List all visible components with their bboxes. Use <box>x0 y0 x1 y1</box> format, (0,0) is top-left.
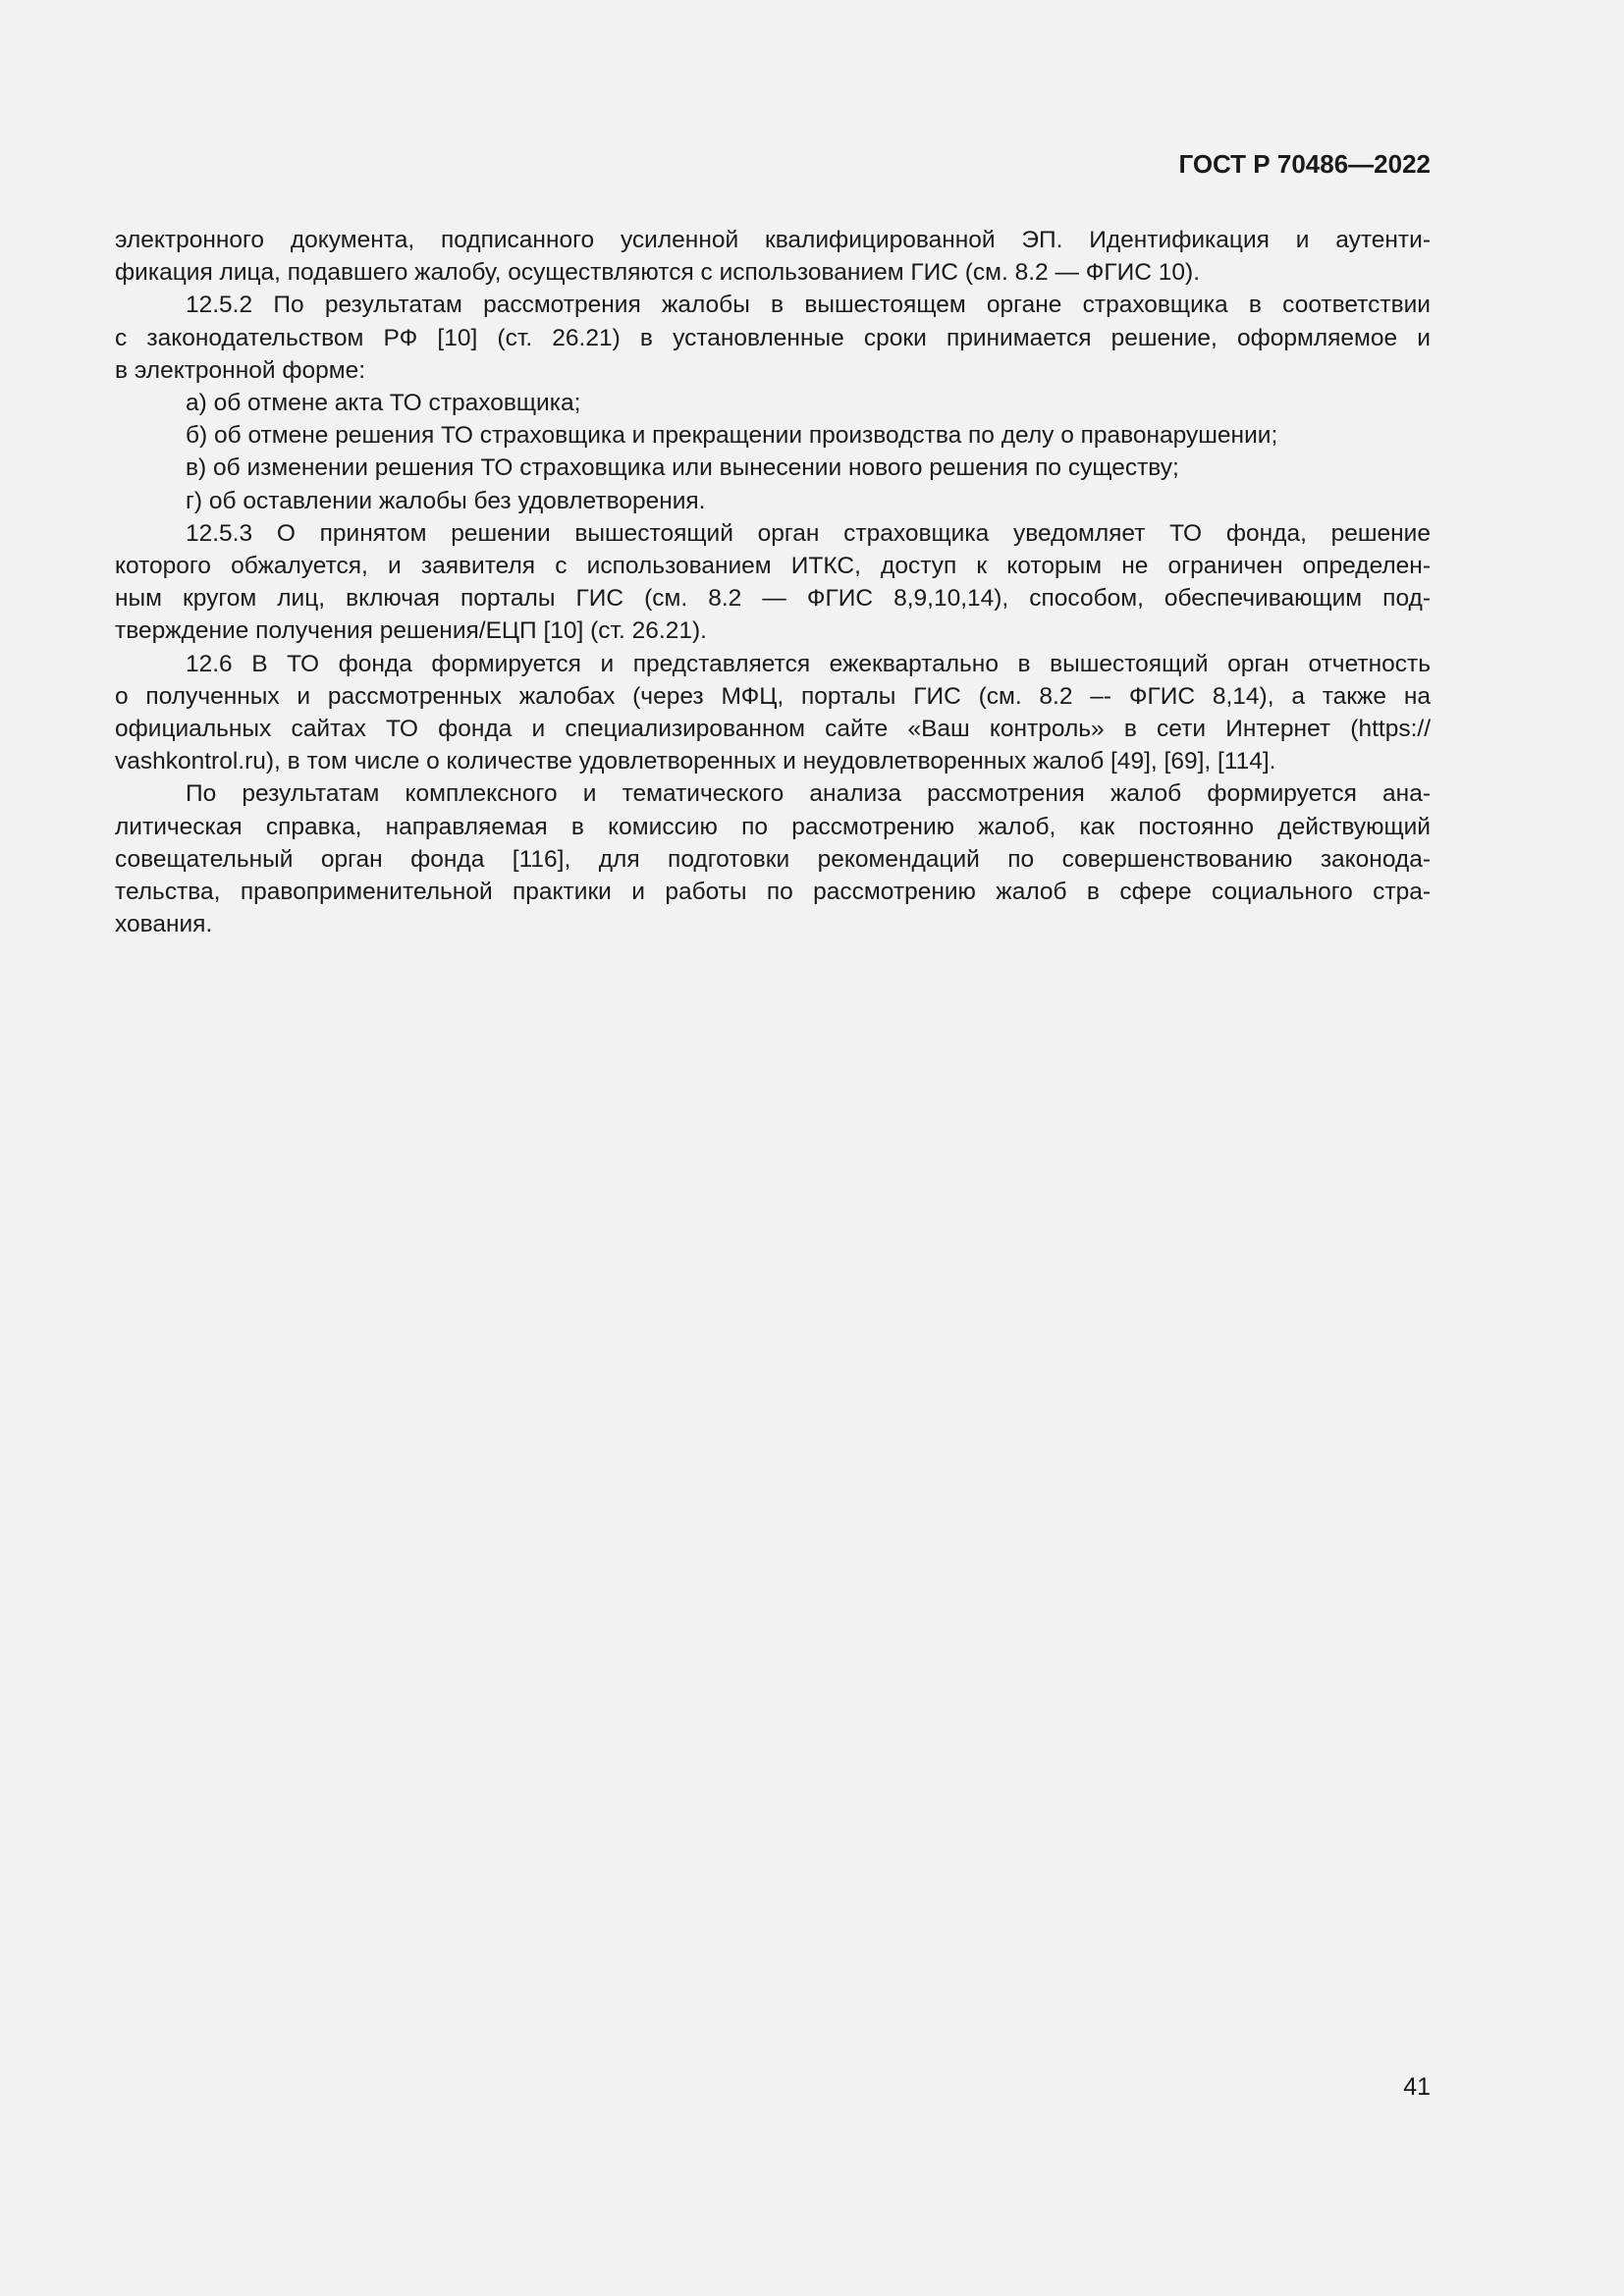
text-line: г) об оставлении жалобы без удовлетворения. <box>186 487 706 514</box>
text-line: в) об изменении решения ТО страховщика или вынесении нового решения по существу; <box>186 454 1179 482</box>
text-line: б) об отмене решения ТО страховщика и прекращении производства по делу о правонарушении; <box>186 422 1278 450</box>
paragraph <box>115 224 1431 289</box>
text-line: электронного документа, подписанного усиленной квалифицированной ЭП. Идентификация и аутенти- <box>115 227 1431 253</box>
text-line: 12.6 В ТО фонда формируется и представляется ежеквартально в вышестоящий орган отчетность <box>186 650 1431 677</box>
paragraph <box>115 419 1431 452</box>
text-line: с законодательством РФ [10] (ст. 26.21) в установленные сроки принимается решение, оформляемое и <box>115 324 1431 351</box>
paragraph <box>115 452 1431 484</box>
text-line: а) об отмене акта ТО страховщика; <box>186 390 581 417</box>
text-line: vashkontrol.ru), в том числе о количестве удовлетворенных и неудовлетворенных жалоб [49], [69], [114]. <box>115 748 1276 775</box>
text-line: 12.5.2 По результатам рассмотрения жалобы в вышестоящем органе страховщика в соответствии <box>186 292 1431 319</box>
text-line: официальных сайтах ТО фонда и специализированном сайте «Ваш контроль» в сети Интернет (https:// <box>115 716 1431 743</box>
text-line: хования. <box>115 911 213 938</box>
document-header-title: ГОСТ Р 70486—2022 <box>1178 149 1431 179</box>
paragraph <box>115 777 1431 940</box>
text-line: тельства, правоприменительной практики и работы по рассмотрению жалоб в сфере социального стра- <box>115 879 1431 906</box>
document-body <box>115 224 1431 940</box>
text-line: 12.5.3 О принятом решении вышестоящий орган страховщика уведомляет ТО фонда, решение <box>186 519 1431 547</box>
text-line: в электронной форме: <box>115 356 366 384</box>
paragraph <box>115 517 1431 648</box>
text-line: По результатам комплексного и тематического анализа рассмотрения жалоб формируется ана- <box>186 780 1431 808</box>
text-line: фикация лица, подавшего жалобу, осуществляются с использованием ГИС (см. 8.2 — ФГИС 10). <box>115 259 1201 287</box>
page-number: 41 <box>1403 2073 1431 2101</box>
text-line: ным кругом лиц, включая порталы ГИС (см. 8.2 — ФГИС 8,9,10,14), способом, обеспечивающим под- <box>115 585 1431 613</box>
paragraph <box>115 289 1431 387</box>
text-line: о полученных и рассмотренных жалобах (через МФЦ, порталы ГИС (см. 8.2 –- ФГИС 8,14), а также на <box>115 682 1431 710</box>
text-line: тверждение получения решения/ЕЦП [10] (ст. 26.21). <box>115 617 707 645</box>
paragraph <box>115 387 1431 419</box>
text-line: совещательный орган фонда [116], для подготовки рекомендаций по совершенствованию законода- <box>115 845 1431 873</box>
paragraph <box>115 648 1431 778</box>
text-line: литическая справка, направляемая в комиссию по рассмотрению жалоб, как постоянно действующий <box>115 813 1431 840</box>
paragraph <box>115 485 1431 517</box>
text-line: которого обжалуется, и заявителя с использованием ИТКС, доступ к которым не ограничен определен- <box>115 553 1431 580</box>
